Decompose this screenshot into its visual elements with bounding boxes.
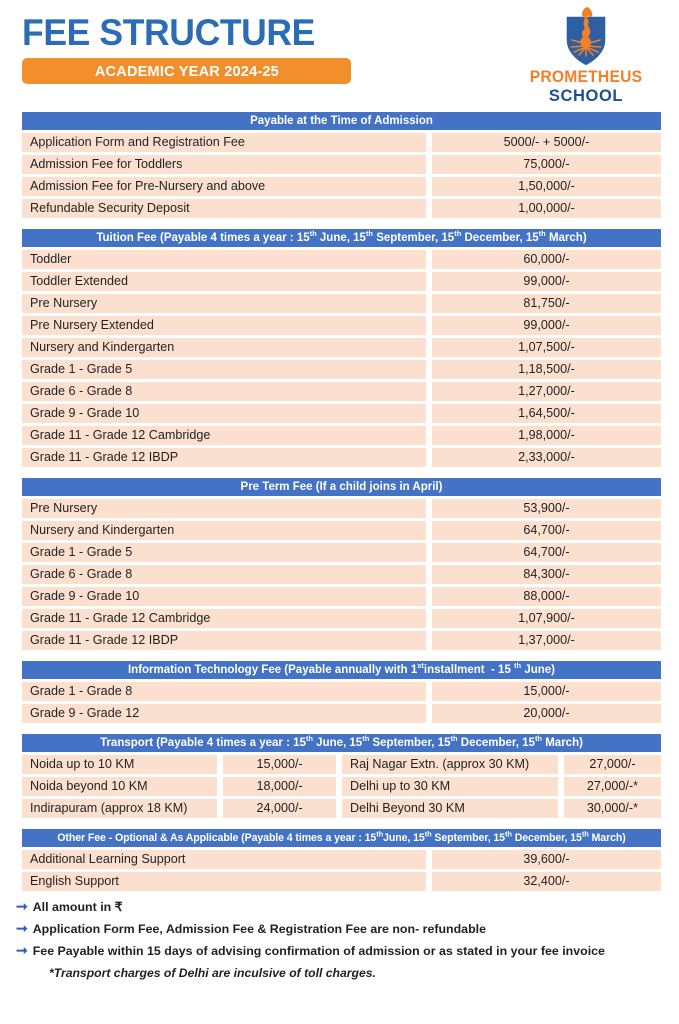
transport-fee: 30,000/-* (564, 799, 661, 818)
section-it-fee (22, 661, 661, 723)
row-label: Nursery and Kindergarten (22, 521, 426, 540)
row-value: 1,07,500/- (432, 338, 661, 357)
table-row (22, 499, 661, 518)
arrow-right-icon: ➞ (16, 920, 28, 936)
table-row (22, 682, 661, 701)
logo-name: PROMETHEUS (529, 68, 643, 86)
note-text: All amount in ₹ (32, 900, 123, 914)
row-value: 64,700/- (432, 521, 661, 540)
row-label: Grade 9 - Grade 10 (22, 587, 426, 606)
table-row (22, 609, 661, 628)
table-row (22, 755, 661, 774)
table-row (22, 704, 661, 723)
note-text: Application Form Fee, Admission Fee & Registration Fee are non- refundable (32, 922, 486, 936)
row-value: 60,000/- (432, 250, 661, 269)
transport-fee: 24,000/- (223, 799, 336, 818)
note-item (16, 944, 679, 958)
row-value: 5000/- + 5000/- (432, 133, 661, 152)
table-row (22, 521, 661, 540)
school-logo (521, 4, 651, 106)
academic-year-label: ACADEMIC YEAR 2024-25 (94, 62, 279, 80)
row-value: 64,700/- (432, 543, 661, 562)
row-label: Grade 11 - Grade 12 IBDP (22, 448, 426, 467)
table-row (22, 272, 661, 291)
row-label: Grade 11 - Grade 12 Cambridge (22, 426, 426, 445)
row-label: Pre Nursery (22, 294, 426, 313)
section-pre-term (22, 478, 661, 650)
row-label: Toddler (22, 250, 426, 269)
row-label: Grade 9 - Grade 12 (22, 704, 426, 723)
row-value: 1,00,000/- (432, 199, 661, 218)
table-row (22, 872, 661, 891)
row-value: 84,300/- (432, 565, 661, 584)
row-label: Grade 6 - Grade 8 (22, 565, 426, 584)
row-value: 99,000/- (432, 316, 661, 335)
row-value: 32,400/- (432, 872, 661, 891)
row-label: Grade 9 - Grade 10 (22, 404, 426, 423)
row-value: 15,000/- (432, 682, 661, 701)
table-row (22, 777, 661, 796)
table-row (22, 155, 661, 174)
row-label: Refundable Security Deposit (22, 199, 426, 218)
section-band-transport: Transport (Payable 4 times a year : 15th June, 15th September, 15th December, 15th March) (22, 734, 661, 752)
row-value: 1,18,500/- (432, 360, 661, 379)
row-value: 20,000/- (432, 704, 661, 723)
table-row (22, 799, 661, 818)
section-band-other-fee: Other Fee - Optional & As Applicable (Payable 4 times a year : 15thJune, 15th September, 15th December, 15th March) (22, 829, 661, 847)
table-row (22, 543, 661, 562)
row-label: Application Form and Registration Fee (22, 133, 426, 152)
row-label: Pre Nursery Extended (22, 316, 426, 335)
section-band-pre-term: Pre Term Fee (If a child joins in April) (22, 478, 661, 496)
shield-torch-logo-icon (521, 4, 651, 68)
row-label: Grade 11 - Grade 12 Cambridge (22, 609, 426, 628)
table-row (22, 316, 661, 335)
table-row (22, 631, 661, 650)
transport-zone: Delhi up to 30 KM (342, 777, 558, 796)
row-value: 1,27,000/- (432, 382, 661, 401)
section-band-tuition: Tuition Fee (Payable 4 times a year : 15th June, 15th September, 15th December, 15th March) (22, 229, 661, 247)
note-item (16, 922, 679, 936)
notes-list (16, 900, 679, 980)
section-transport (22, 734, 661, 818)
table-row (22, 426, 661, 445)
row-label: Grade 11 - Grade 12 IBDP (22, 631, 426, 650)
row-label: Grade 1 - Grade 8 (22, 682, 426, 701)
table-row (22, 199, 661, 218)
row-label: Grade 1 - Grade 5 (22, 360, 426, 379)
table-row (22, 587, 661, 606)
row-label: Grade 6 - Grade 8 (22, 382, 426, 401)
transport-fee: 18,000/- (223, 777, 336, 796)
table-row (22, 133, 661, 152)
transport-zone: Indirapuram (approx 18 KM) (22, 799, 217, 818)
footnote-text: *Transport charges of Delhi are inculsive of toll charges. (49, 966, 376, 980)
section-tuition (22, 229, 661, 467)
table-row (22, 448, 661, 467)
section-other-fee (22, 829, 661, 891)
row-label: Toddler Extended (22, 272, 426, 291)
transport-zone: Delhi Beyond 30 KM (342, 799, 558, 818)
section-admission (22, 112, 661, 218)
table-row (22, 850, 661, 869)
section-band-admission: Payable at the Time of Admission (22, 112, 661, 130)
row-value: 2,33,000/- (432, 448, 661, 467)
transport-fee: 27,000/-* (564, 777, 661, 796)
academic-year-banner (22, 58, 351, 84)
row-value: 88,000/- (432, 587, 661, 606)
transport-fee: 27,000/- (564, 755, 661, 774)
page-title: FEE STRUCTURE (22, 12, 315, 53)
row-value: 99,000/- (432, 272, 661, 291)
row-label: Pre Nursery (22, 499, 426, 518)
row-value: 53,900/- (432, 499, 661, 518)
row-value: 1,98,000/- (432, 426, 661, 445)
arrow-right-icon: ➞ (16, 898, 28, 914)
transport-zone: Noida beyond 10 KM (22, 777, 217, 796)
row-label: Additional Learning Support (22, 850, 426, 869)
note-item (16, 900, 679, 914)
table-row (22, 338, 661, 357)
table-row (22, 404, 661, 423)
row-label: English Support (22, 872, 426, 891)
transport-zone: Raj Nagar Extn. (approx 30 KM) (342, 755, 558, 774)
transport-zone: Noida up to 10 KM (22, 755, 217, 774)
table-row (22, 565, 661, 584)
table-row (22, 360, 661, 379)
row-value: 1,07,900/- (432, 609, 661, 628)
row-value: 1,64,500/- (432, 404, 661, 423)
row-value: 81,750/- (432, 294, 661, 313)
row-value: 1,37,000/- (432, 631, 661, 650)
arrow-right-icon: ➞ (16, 942, 28, 958)
section-band-it-fee: Information Technology Fee (Payable annually with 1stinstallment - 15 $^{th}$ June) (22, 661, 661, 679)
transport-fee: 15,000/- (223, 755, 336, 774)
row-label: Grade 1 - Grade 5 (22, 543, 426, 562)
row-label: Admission Fee for Pre-Nursery and above (22, 177, 426, 196)
table-row (22, 294, 661, 313)
row-label: Admission Fee for Toddlers (22, 155, 426, 174)
row-value: 1,50,000/- (432, 177, 661, 196)
table-row (22, 382, 661, 401)
note-text: Fee Payable within 15 days of advising confirmation of admission or as stated in your fee invoice (32, 944, 605, 958)
logo-subtitle: SCHOOL (548, 87, 624, 105)
page-header (0, 0, 679, 112)
table-row (22, 177, 661, 196)
table-row (22, 250, 661, 269)
title-block (22, 14, 362, 84)
row-value: 75,000/- (432, 155, 661, 174)
row-label: Nursery and Kindergarten (22, 338, 426, 357)
row-value: 39,600/- (432, 850, 661, 869)
